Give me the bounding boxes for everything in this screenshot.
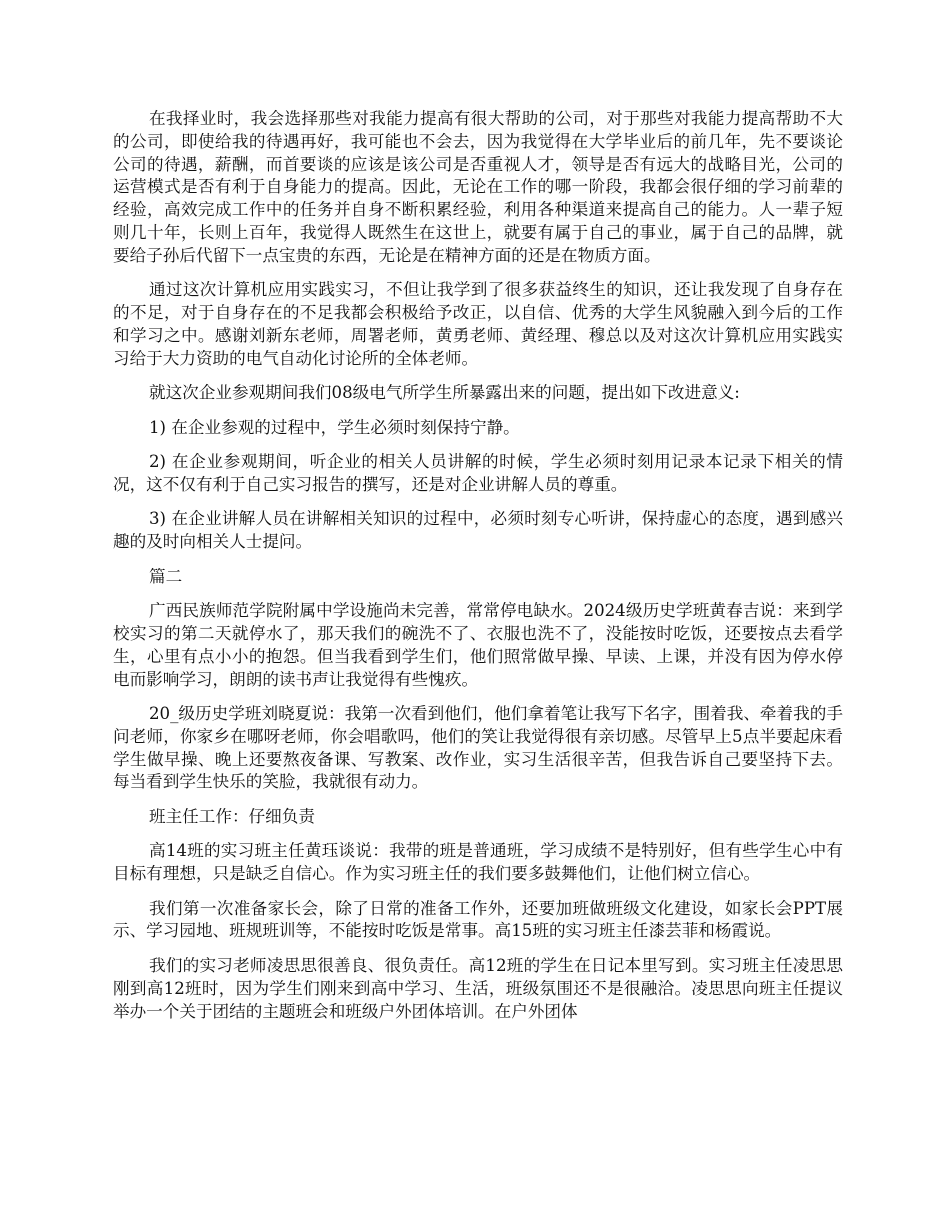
paragraph-career-choice: 在我择业时，我会选择那些对我能力提高有很大帮助的公司，对于那些对我能力提高帮助不大的公司，即使给我的待遇再好，我可能也不会去，因为我觉得在大学毕业后的前几年，先不要谈论公司的待遇，薪酬，而首要谈的应该是该公司是否重视人才，领导是否有远大的战略目光，公司的运营模式是否有利于自身能力的提高。因此，无论在工作的哪一阶段，我都会很仔细的学习前辈的经验，高效完成工作中的任务并自身不断积累经验，利用各种渠道来提高自己的能力。人一辈子短则几十年，长则上百年，我觉得人既然生在这世上，就要有属于自己的事业，属于自己的品牌，就要给子孙后代留下一点宝贵的东西，无论是在精神方面的还是在物质方面。 [113,109,843,265]
paragraph-internship-thanks: 通过这次计算机应用实践实习，不但让我学到了很多获益终生的知识，还让我发现了自身存在的不足，对于自身存在的不足我都会积极给予改正，以自信、优秀的大学生风貌融入到今后的工作和学习之中。感谢刘新东老师，周署老师，黄勇老师、黄经理、穆总以及对这次计算机应用实践实习给于大力资助的电气自动化讨论所的全体老师。 [113,280,843,368]
section-heading-class-teacher: 班主任工作：仔细负责 [149,806,315,826]
paragraph-liu-xiaoxia: 20_级历史学班刘晓夏说：我第一次看到他们，他们拿着笔让我写下名字，围着我、牵着我的手问老师，你家乡在哪呀老师，你会唱歌吗，他们的笑让我觉得很有亲切感。尽管早上5点半要起床看学生做早操、晚上还要熬夜备课、写教案、改作业，实习生活很辛苦，但我告诉自己要坚持下去。每当看到学生快乐的笑脸，我就很有动力。 [113,704,843,792]
section-heading-part-two: 篇二 [149,566,183,586]
paragraph-class-14: 高14班的实习班主任黄珏谈说：我带的班是普通班，学习成绩不是特别好，但有些学生心中有目标有理想，只是缺乏自信心。作为实习班主任的我们要多鼓舞他们，让他们树立信心。 [113,841,843,884]
paragraph-parent-meeting: 我们第一次准备家长会，除了日常的准备工作外，还要加班做班级文化建设，如家长会PPT展示、学习园地、班规班训等，不能按时吃饭是常事。高15班的实习班主任漆芸菲和杨霞说。 [113,898,843,941]
paragraph-ling-sisi: 我们的实习老师凌思思很善良、很负责任。高12班的学生在日记本里写到。实习班主任凌思思刚到高12班时，因为学生们刚来到高中学习、生活，班级氛围还不是很融洽。凌思思向班主任提议举办一个关于团结的主题班会和班级户外团体培训。在户外团体 [113,955,843,1021]
paragraph-suggestion-1: 1) 在企业参观的过程中，学生必须时刻保持宁静。 [149,417,520,437]
document-body [113,108,843,1035]
paragraph-school-facilities: 广西民族师范学院附属中学设施尚未完善，常常停电缺水。2024级历史学班黄春吉说：来到学校实习的第二天就停水了，那天我们的碗洗不了、衣服也洗不了，没能按时吃饭，还要按点去看学生，心里有点小小的抱怨。但当我看到学生们，他们照常做早操、早读、上课，并没有因为停水停电而影响学习，朗朗的读书声让我觉得有些愧疚。 [113,601,843,689]
paragraph-suggestion-2: 2) 在企业参观期间，听企业的相关人员讲解的时候，学生必须时刻用记录本记录下相关的情况，这不仅有利于自己实习报告的撰写，还是对企业讲解人员的尊重。 [113,452,843,494]
paragraph-improvement-intro: 就这次企业参观期间我们08级电气所学生所暴露出来的问题，提出如下改进意义: [149,383,740,403]
paragraph-suggestion-3: 3) 在企业讲解人员在讲解相关知识的过程中，必须时刻专心听讲，保持虚心的态度，遇到感兴趣的及时向相关人士提问。 [113,509,843,552]
